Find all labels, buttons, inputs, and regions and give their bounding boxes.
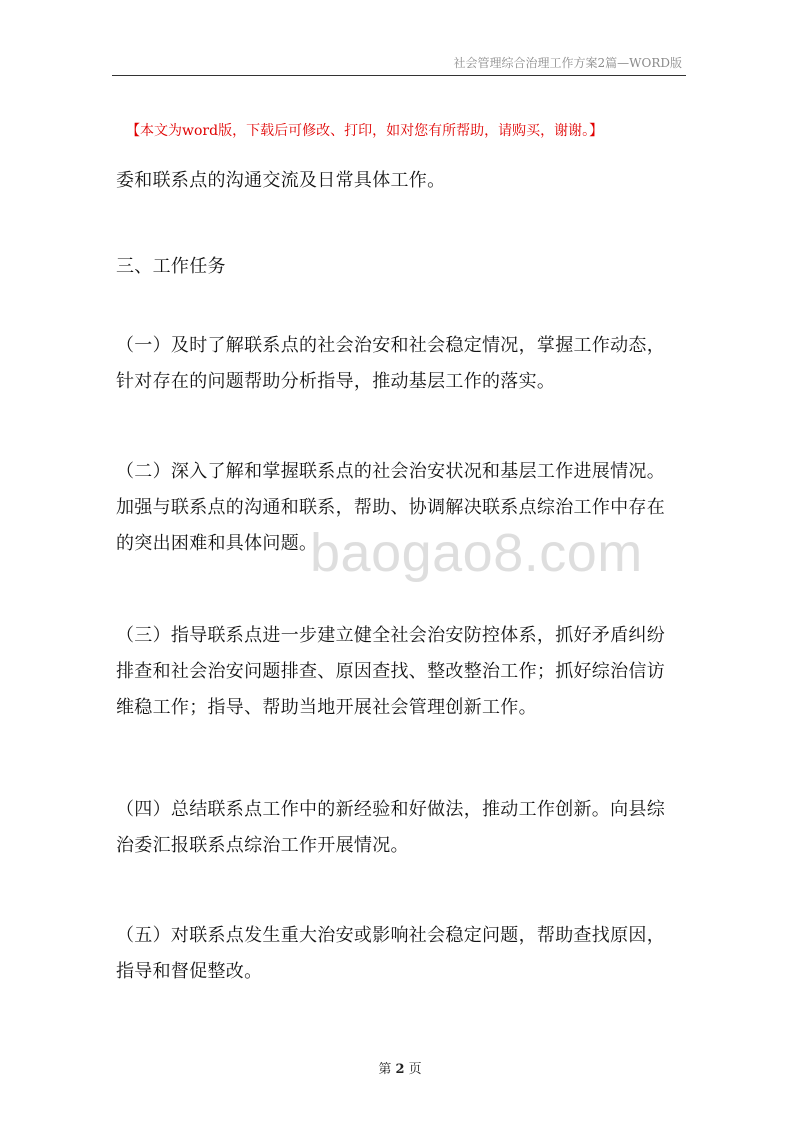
paragraph-task-5 [116, 918, 692, 990]
header-title: 社会管理综合治理工作方案2篇—WORD版 [453, 56, 682, 70]
page-footer [0, 1058, 800, 1077]
download-notice: 【本文为word版，下载后可修改、打印，如对您有所帮助，请购买，谢谢。】 [126, 123, 604, 139]
section-heading-text: 三、工作任务 [116, 256, 226, 277]
section-heading [116, 249, 692, 285]
paragraph-line: 委和联系点的沟通交流及日常具体工作。 [116, 170, 446, 191]
paragraph-1 [116, 163, 692, 199]
paragraph-line: 针对存在的问题帮助分析指导，推动基层工作的落实。 [116, 371, 556, 392]
paragraph-line: 维稳工作；指导、帮助当地开展社会管理创新工作。 [116, 697, 537, 718]
footer-suffix: 页 [408, 1062, 422, 1077]
paragraph-line: （二）深入了解和掌握联系点的社会治安状况和基层工作进展情况。 [116, 461, 665, 482]
paragraph-line: （一）及时了解联系点的社会治安和社会稳定情况，掌握工作动态， [116, 335, 665, 356]
paragraph-task-4 [116, 792, 692, 864]
site-watermark: baogao8.com [310, 523, 643, 583]
header-divider [112, 75, 686, 76]
paragraph-line: （四）总结联系点工作中的新经验和好做法，推动工作创新。向县综 [116, 799, 665, 820]
paragraph-line: 排查和社会治安问题排查、原因查找、整改整治工作；抓好综治信访 [116, 661, 665, 682]
paragraph-line: 加强与联系点的沟通和联系，帮助、协调解决联系点综治工作中存在 [116, 497, 665, 518]
paragraph-line: （五）对联系点发生重大治安或影响社会稳定问题，帮助查找原因， [116, 925, 665, 946]
paragraph-task-1 [116, 328, 692, 400]
footer-prefix: 第 [378, 1062, 392, 1077]
page-number: 2 [395, 1062, 405, 1077]
paragraph-line: 指导和督促整改。 [116, 961, 263, 982]
paragraph-line: （三）指导联系点进一步建立健全社会治安防控体系，抓好矛盾纠纷 [116, 625, 665, 646]
paragraph-line: 治委汇报联系点综治工作开展情况。 [116, 835, 409, 856]
paragraph-line: 的突出困难和具体问题。 [116, 533, 318, 554]
paragraph-task-3 [116, 618, 692, 726]
